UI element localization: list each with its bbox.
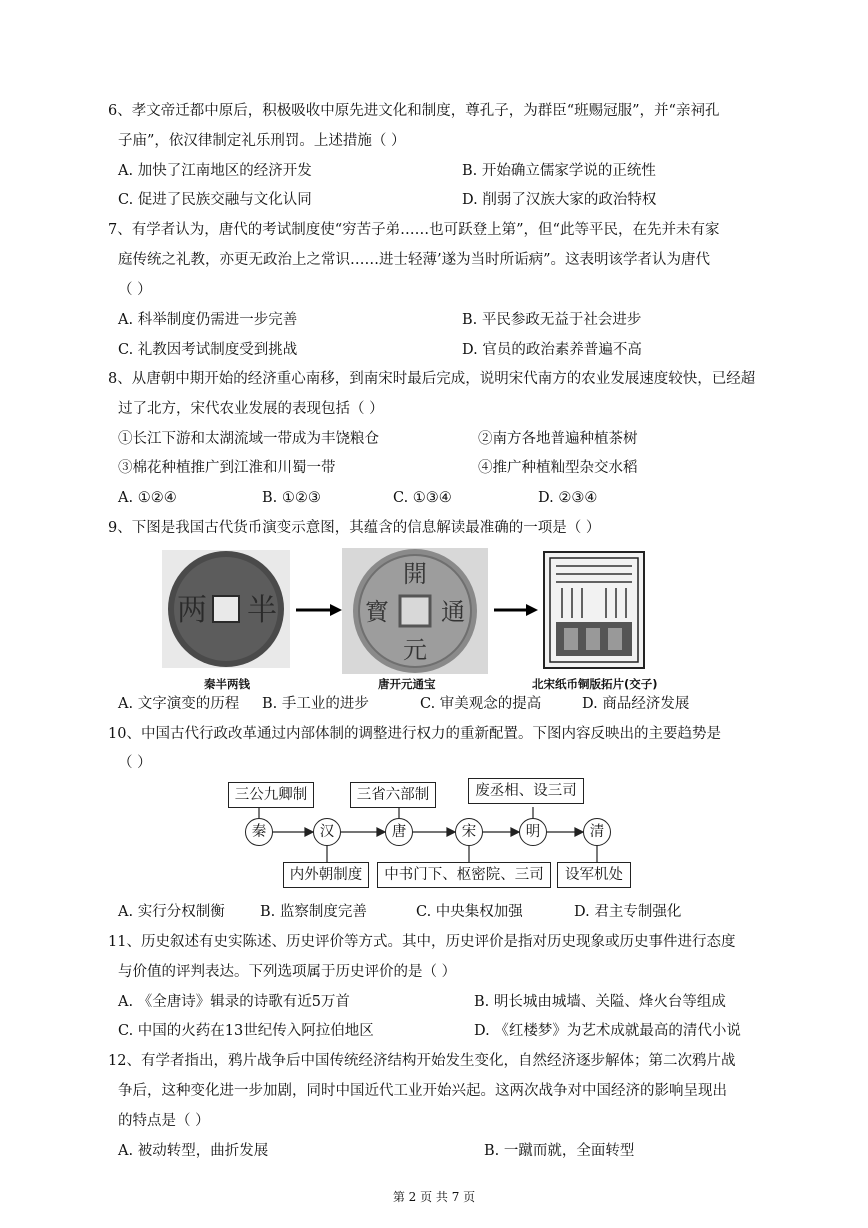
q8-stem-line1: 8、从唐朝中期开始的经济重心南移，到南宋时最后完成，说明宋代南方的农业发展速度较快，已经超 [108,371,756,387]
caption-qin-banliang: 秦半两钱 [204,677,250,691]
q7-option-a[interactable]: A. 科举制度仍需进一步完善 [118,312,298,328]
coin2-char-bottom: 元 [403,636,427,664]
q7-stem-line1: 7、有学者认为，唐代的考试制度使“穷苦子弟……也可跃登上第”，但“此等平民，在先并未有家 [108,222,720,238]
coin2-square-hole [400,596,430,626]
q9-option-b[interactable]: B. 手工业的进步 [262,696,369,712]
box-junjichu: 设军机处 [557,862,631,888]
q10-stem-line1: 10、中国古代行政改革通过内部体制的调整进行权力的重新配置。下图内容反映出的主要趋势是 [108,726,721,742]
q9-option-c[interactable]: C. 审美观念的提高 [420,696,542,712]
q12-stem-line1: 12、有学者指出，鸦片战争后中国传统经济结构开始发生变化，自然经济逐步解体；第二次鸦片战 [108,1053,736,1069]
q6-option-d[interactable]: D. 削弱了汉族大家的政治特权 [462,192,657,208]
q11-option-a[interactable]: A. 《全唐诗》辑录的诗歌有近5万首 [118,994,350,1010]
q9-option-d[interactable]: D. 商品经济发展 [582,696,690,712]
administrative-reform-diagram [225,776,645,891]
currency-evolution-figure [160,548,660,694]
coin2-char-top: 開 [403,560,427,588]
q8-option-d[interactable]: D. ②③④ [538,490,598,506]
node-ming: 明 [519,818,547,846]
node-song: 宋 [455,818,483,846]
q8-item-3: ③棉花种植推广到江淮和川蜀一带 [118,460,336,476]
q10-option-c[interactable]: C. 中央集权加强 [416,904,523,920]
box-zhongshu-menxia: 中书门下、枢密院、三司 [377,862,551,888]
q9-stem: 9、下图是我国古代货币演变示意图，其蕴含的信息解读最准确的一项是（ ） [108,520,601,536]
page-number: 第 2 页 共 7 页 [392,1190,476,1204]
coin1-square-hole [213,596,239,622]
q11-stem-line1: 11、历史叙述有史实陈述、历史评价等方式。其中，历史评价是指对历史现象或历史事件进行态度 [108,934,736,950]
q7-option-c[interactable]: C. 礼教因考试制度受到挑战 [118,342,298,358]
box-fei-chengxiang: 废丞相、设三司 [468,778,584,804]
box-neiwaichao: 内外朝制度 [283,862,369,888]
caption-song-jiaozi: 北宋纸币铜版拓片(交子) [532,677,658,691]
q8-item-4: ④推广种植籼型杂交水稻 [478,460,638,476]
q11-option-c[interactable]: C. 中国的火药在13世纪传入阿拉伯地区 [118,1023,374,1039]
q6-stem-line1: 6、孝文帝迁都中原后，积极吸收中原先进文化和制度，尊孔子，为群臣“班赐冠服”，并“亲祠孔 [108,103,720,119]
q12-option-b[interactable]: B. 一蹴而就，全面转型 [484,1143,635,1159]
q12-stem-line2: 争后，这种变化进一步加剧，同时中国近代工业开始兴起。这两次战争对中国经济的影响呈现出 [118,1083,727,1099]
coin2-char-right: 通 [441,598,465,626]
node-qing: 清 [583,818,611,846]
q10-option-a[interactable]: A. 实行分权制衡 [118,904,225,920]
q6-option-a[interactable]: A. 加快了江南地区的经济开发 [118,163,312,179]
q10-option-b[interactable]: B. 监察制度完善 [260,904,367,920]
currency-illustration [160,548,660,694]
q6-stem-line2: 子庙”，依汉律制定礼乐刑罚。上述措施（ ） [118,133,406,149]
q10-option-d[interactable]: D. 君主专制强化 [574,904,682,920]
coin2-char-left: 寳 [365,598,389,626]
q11-option-b[interactable]: B. 明长城由城墙、关隘、烽火台等组成 [474,994,726,1010]
node-qin: 秦 [245,818,273,846]
q12-stem-line3: 的特点是（ ） [118,1113,210,1129]
node-tang: 唐 [385,818,413,846]
q6-option-b[interactable]: B. 开始确立儒家学说的正统性 [462,163,656,179]
q11-option-d[interactable]: D. 《红楼梦》为艺术成就最高的清代小说 [474,1023,741,1039]
q8-option-c[interactable]: C. ①③④ [393,490,452,506]
q7-option-d[interactable]: D. 官员的政治素养普遍不高 [462,342,642,358]
q8-item-2: ②南方各地普遍种植茶树 [478,431,638,447]
q12-option-a[interactable]: A. 被动转型，曲折发展 [118,1143,269,1159]
q7-option-b[interactable]: B. 平民参政无益于社会进步 [462,312,642,328]
q9-option-a[interactable]: A. 文字演变的历程 [118,696,240,712]
q8-option-b[interactable]: B. ①②③ [262,490,321,506]
q7-stem-line3: （ ） [118,282,152,298]
coin1-char-left: 两 [177,593,207,628]
node-han: 汉 [313,818,341,846]
q11-stem-line2: 与价值的评判表达。下列选项属于历史评价的是（ ） [118,964,457,980]
q8-option-a[interactable]: A. ①②④ [118,490,177,506]
box-sansheng-liubu: 三省六部制 [350,782,436,808]
caption-tang-kaiyuan: 唐开元通宝 [378,677,436,691]
q6-option-c[interactable]: C. 促进了民族交融与文化认同 [118,192,312,208]
q8-stem-line2: 过了北方，宋代农业发展的表现包括（ ） [118,401,384,417]
q7-stem-line2: 庭传统之礼教，亦更无政治上之常识……进士轻薄’遂为当时所诟病”。这表明该学者认为唐代 [118,252,711,268]
q10-stem-line2: （ ） [118,755,152,771]
q8-item-1: ①长江下游和太湖流域一带成为丰饶粮仓 [118,431,379,447]
box-sangong-jiuqing: 三公九卿制 [228,782,314,808]
coin1-char-right: 半 [247,593,277,628]
